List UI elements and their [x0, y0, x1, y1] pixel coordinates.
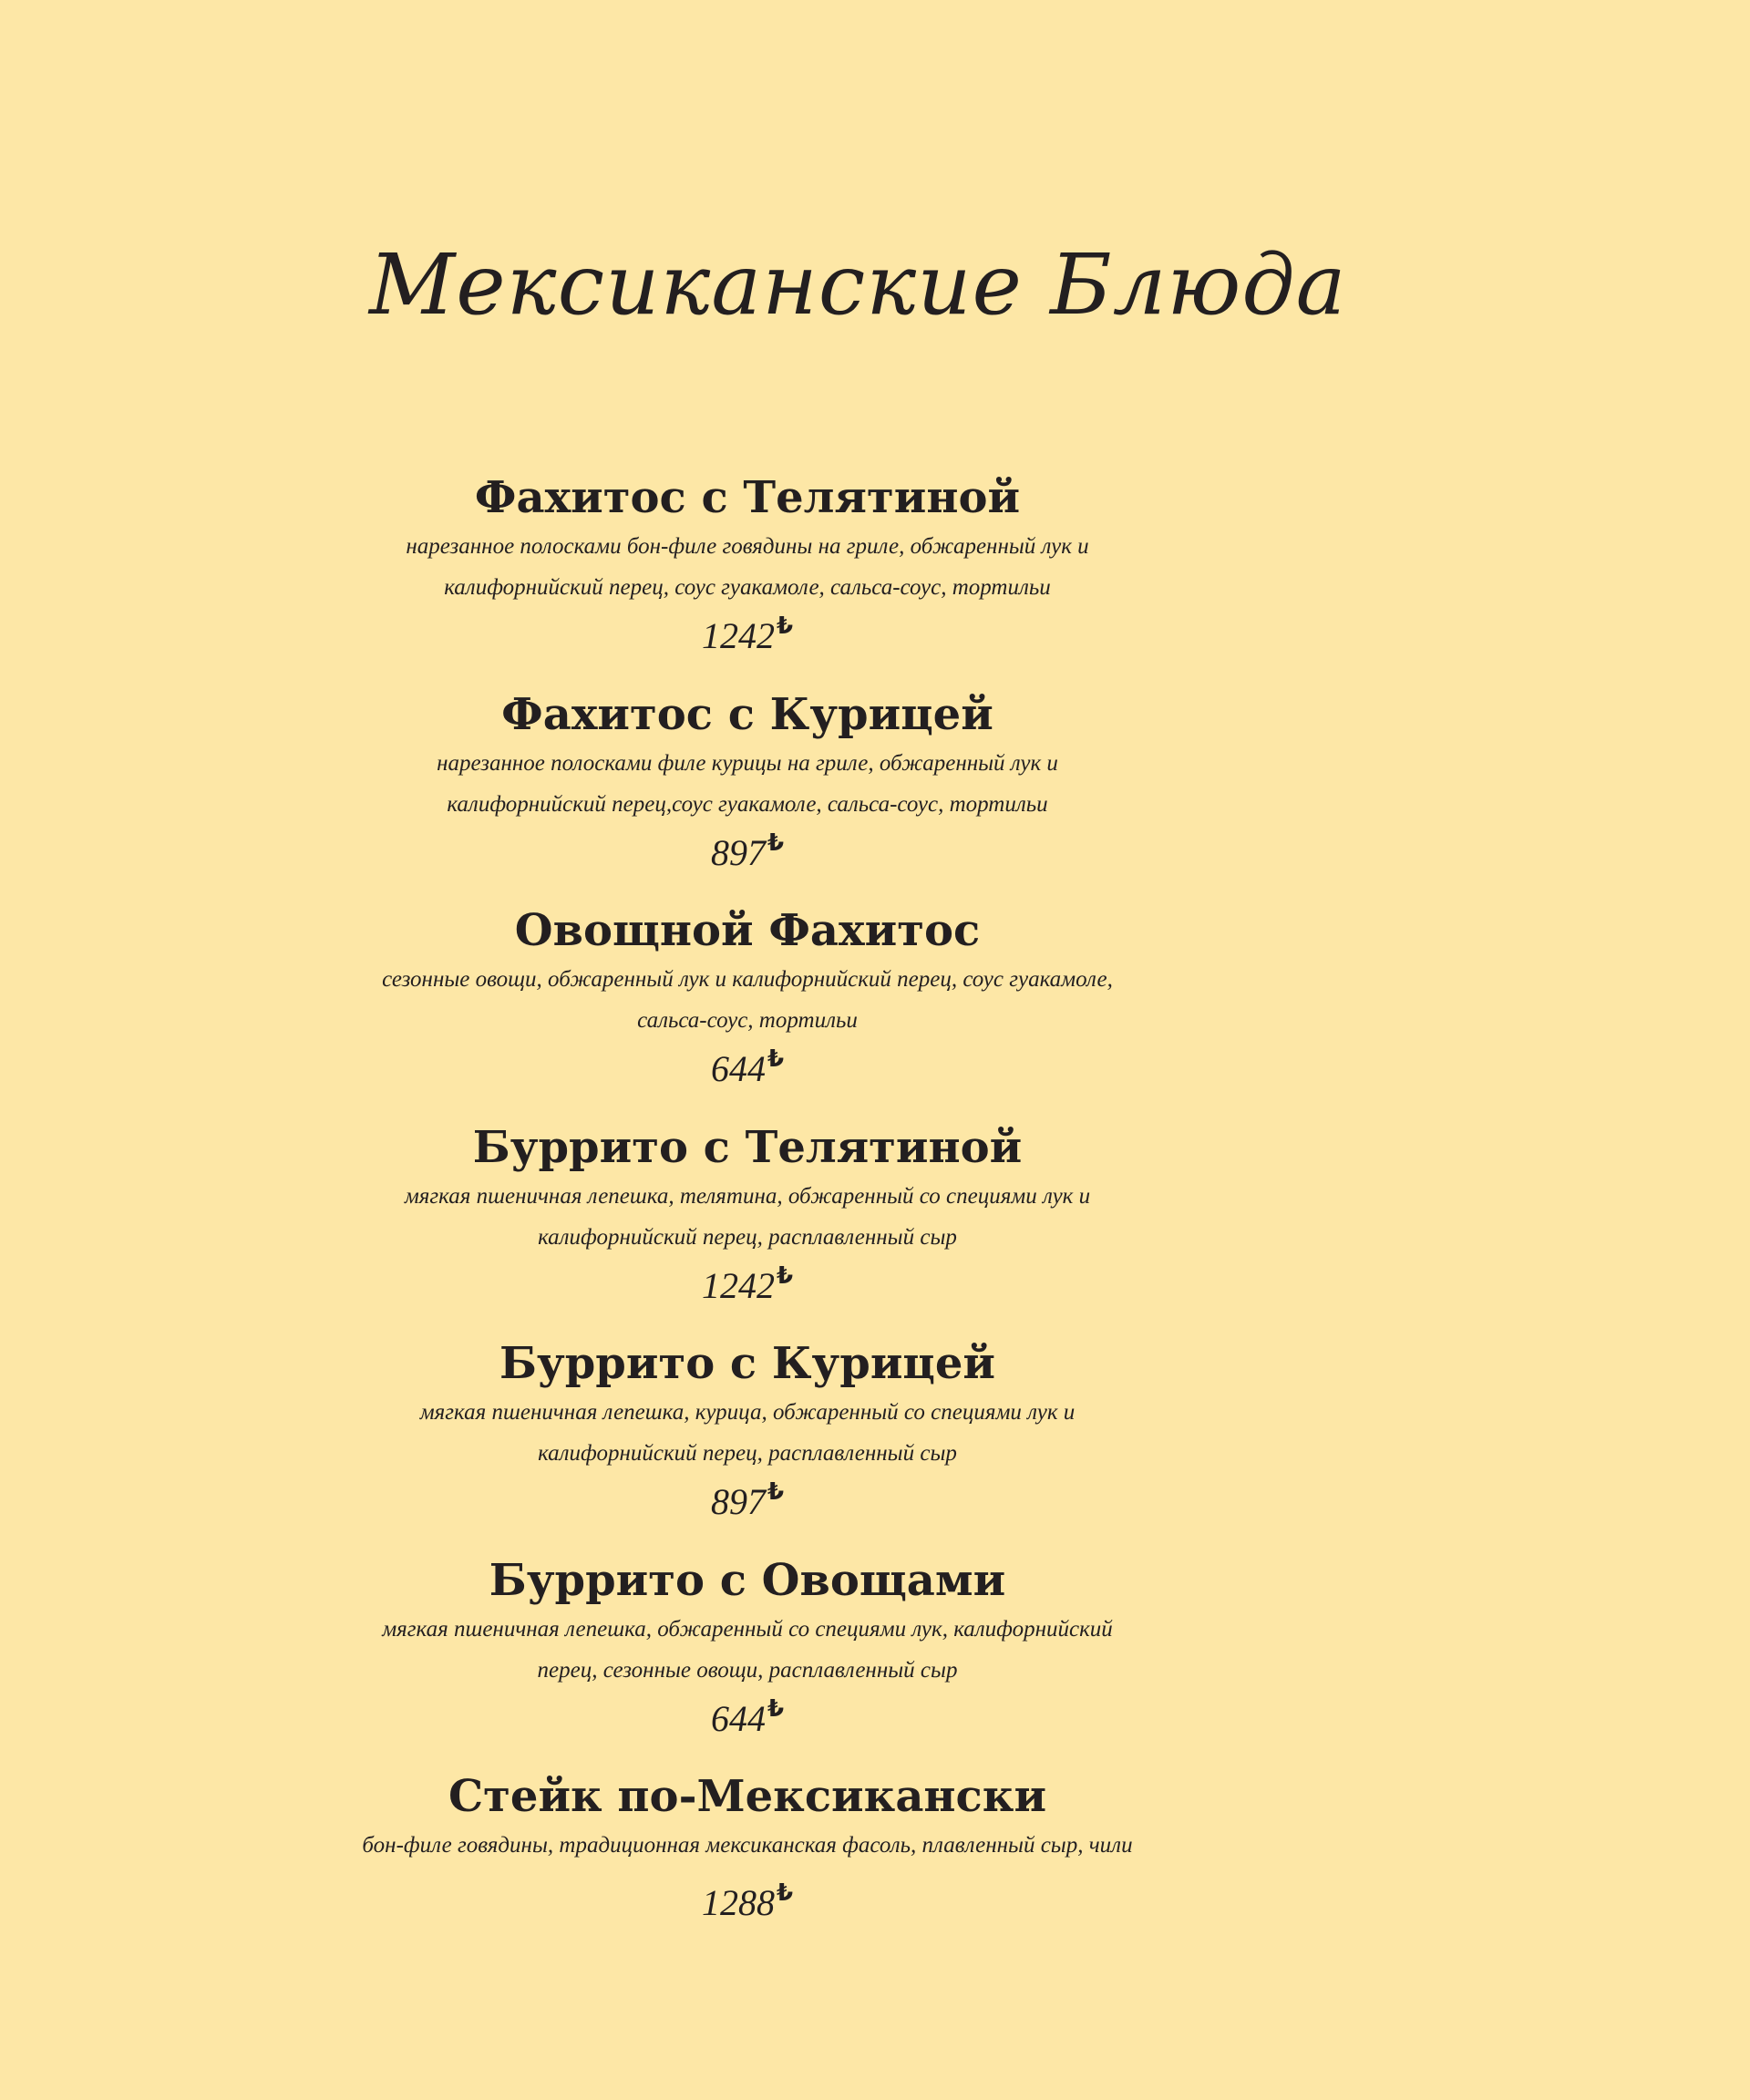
lira-currency-icon: ₺ — [776, 612, 794, 640]
lira-currency-icon: ₺ — [776, 1262, 794, 1290]
price-value: 644 — [710, 1048, 766, 1089]
menu-item-chicken-burrito — [310, 1335, 1185, 1533]
price-value: 1242 — [701, 615, 775, 656]
dish-price — [310, 1476, 1185, 1533]
dish-description-line-1: бон-филе говядины, традиционная мексиканская фасоль, плавленный сыр, чили — [362, 1833, 1133, 1858]
dish-name: Овощной Фахитос — [514, 905, 981, 956]
menu-item-vegetable-fajitas — [310, 902, 1185, 1100]
price-value: 644 — [710, 1698, 766, 1739]
lira-currency-icon: ₺ — [767, 1695, 785, 1723]
menu-item-mexican-steak — [310, 1768, 1185, 1934]
dish-description-line-1: мягкая пшеничная лепешка, телятина, обжаренный со специями лук и — [404, 1184, 1091, 1209]
dish-description-line-1: нарезанное полосками филе курицы на гриле, обжаренный лук и — [437, 751, 1058, 776]
dish-description-line-2: калифорнийский перец, соус гуакамоле, сальса-соус, тортильи — [444, 575, 1051, 600]
price-value: 1242 — [701, 1265, 775, 1306]
dish-name: Стейк по-Мексикански — [448, 1771, 1047, 1822]
dish-description-line-1: нарезанное полосками бон-филе говядины на гриле, обжаренный лук и — [406, 534, 1089, 559]
dish-price — [310, 1877, 1185, 1934]
price-value: 897 — [710, 1481, 766, 1522]
lira-currency-icon: ₺ — [776, 1879, 794, 1907]
menu-title: Мексиканские Блюда — [369, 236, 1347, 334]
dish-description-line-2: перец, сезонные овощи, расплавленный сыр — [537, 1658, 958, 1683]
dish-name: Фахитос с Телятиной — [474, 472, 1021, 523]
dish-description-line-1: сезонные овощи, обжаренный лук и калифорнийский перец, соус гуакамоле, — [382, 967, 1113, 992]
dish-name: Буррито с Овощами — [489, 1555, 1006, 1606]
dish-description-line-1: мягкая пшеничная лепешка, курица, обжаренный со специями лук и — [419, 1400, 1076, 1425]
dish-description-line-2: калифорнийский перец, расплавленный сыр — [538, 1225, 957, 1250]
dish-name: Фахитос с Курицей — [501, 689, 993, 740]
price-value: 897 — [710, 832, 766, 873]
dish-description-line-2: калифорнийский перец,соус гуакамоле, сальса-соус, тортильи — [447, 792, 1048, 817]
dish-price — [310, 610, 1185, 667]
dish-description-line-2: калифорнийский перец, расплавленный сыр — [538, 1441, 957, 1466]
dish-price — [310, 1260, 1185, 1317]
menu-item-chicken-fajitas — [310, 686, 1185, 884]
dish-description-line-1: мягкая пшеничная лепешка, обжаренный со специями лук, калифорнийский — [382, 1617, 1113, 1642]
dish-description-line-2: сальса-соус, тортильи — [637, 1008, 858, 1033]
lira-currency-icon: ₺ — [767, 829, 785, 857]
dish-name: Буррито с Курицей — [499, 1338, 996, 1389]
menu-item-vegetable-burrito — [310, 1552, 1185, 1750]
menu-item-beef-fajitas — [310, 469, 1185, 667]
dish-price — [310, 1693, 1185, 1750]
lira-currency-icon: ₺ — [767, 1478, 785, 1506]
menu-item-beef-burrito — [310, 1119, 1185, 1317]
dish-name: Буррито с Телятиной — [472, 1122, 1023, 1173]
lira-currency-icon: ₺ — [767, 1045, 785, 1073]
price-value: 1288 — [701, 1882, 775, 1923]
dish-price — [310, 827, 1185, 884]
dish-price — [310, 1043, 1185, 1100]
